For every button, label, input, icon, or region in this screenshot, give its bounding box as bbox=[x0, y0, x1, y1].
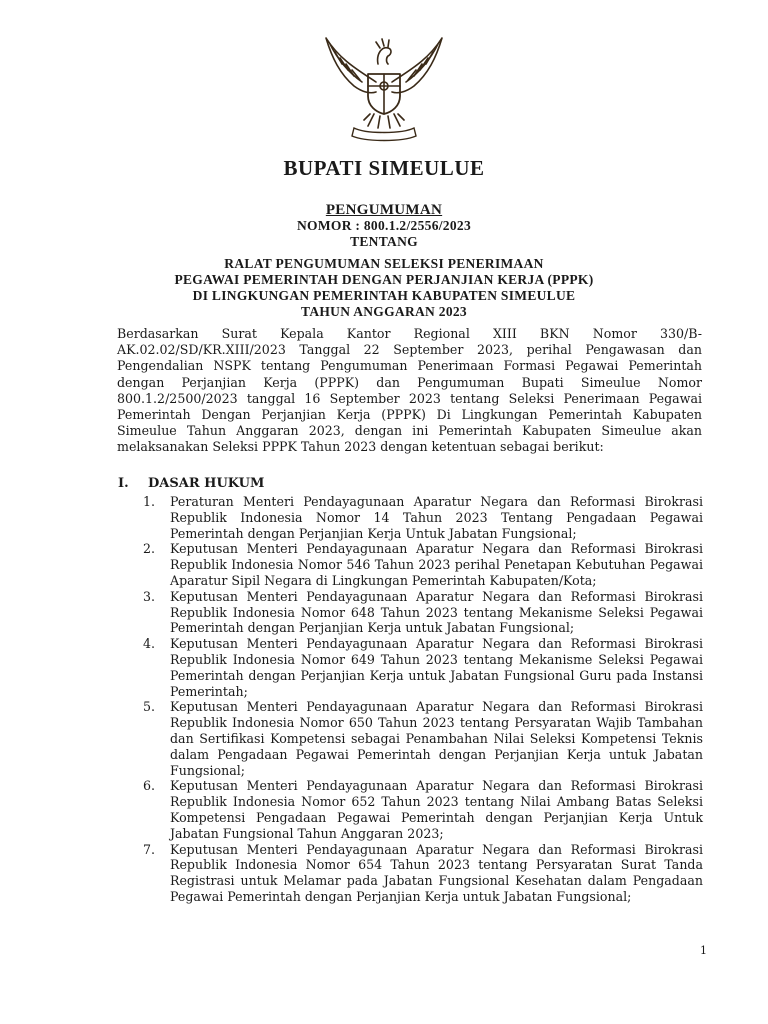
intro-paragraph: Berdasarkan Surat Kepala Kantor Regional XIII BKN Nomor 330/B-AK.02.02/SD/KR.XIII/2023 Tanggal 22 September 2023, perihal Pengawasan dan Pengendalian NSPK tentang Pengumuman Penerimaan Formasi Pegawai Pemerintah dengan Perjanjian Kerja (PPPK) dan Pengumuman Bupati Simeulue Nomor 800.1.2/2500/2023 tanggal 16 September 2023 tentang Seleksi Penerimaan Pegawai Pemerintah Dengan Perjanjian Kerja (PPPK) Di Lingkungan Pemerintah Kabupaten Simeulue Tahun Anggaran 2023, dengan ini Pemerintah Kabupaten Simeulue akan melaksanakan Seleksi PPPK Tahun 2023 dengan ketentuan sebagai berikut: bbox=[117, 326, 702, 455]
item-number: 1. bbox=[143, 494, 156, 509]
item-text: Keputusan Menteri Pendayagunaan Aparatur Negara dan Reformasi Birokrasi Republik Indonesia Nomor 650 Tahun 2023 tentang Persyaratan Wajib Tambahan dan Sertifikasi Kompetensi sebagai Penambahan Nilai Seleksi Kompetensi Teknis dalam Pengadaan Pegawai Pemerintah dengan Perjanjian Kerja untuk Jabatan Fungsional; bbox=[170, 699, 703, 778]
section-heading bbox=[118, 476, 264, 491]
item-text: Keputusan Menteri Pendayagunaan Aparatur Negara dan Reformasi Birokrasi Republik Indonesia Nomor 546 Tahun 2023 perihal Penetapan Kebutuhan Pegawai Aparatur Sipil Negara di Lingkungan Pemerintah Kabupaten/Kota; bbox=[170, 541, 703, 588]
announcement-about: TENTANG bbox=[350, 234, 418, 249]
list-item bbox=[143, 589, 703, 636]
announcement-heading bbox=[0, 202, 768, 320]
subject-line: TAHUN ANGGARAN 2023 bbox=[301, 304, 467, 319]
legal-basis-list bbox=[143, 494, 703, 905]
announcement-label: PENGUMUMAN bbox=[325, 202, 443, 218]
item-text: Keputusan Menteri Pendayagunaan Aparatur Negara dan Reformasi Birokrasi Republik Indonesia Nomor 649 Tahun 2023 tentang Mekanisme Seleksi Pegawai Pemerintah dengan Perjanjian Kerja untuk Jabatan Fungsional Guru pada Instansi Pemerintah; bbox=[170, 636, 703, 699]
subject-line: DI LINGKUNGAN PEMERINTAH KABUPATEN SIMEULUE bbox=[192, 288, 576, 303]
list-item bbox=[143, 699, 703, 778]
item-number: 5. bbox=[143, 699, 156, 715]
list-item bbox=[143, 494, 703, 541]
list-item bbox=[143, 541, 703, 588]
item-text: Keputusan Menteri Pendayagunaan Aparatur Negara dan Reformasi Birokrasi Republik Indonesia Nomor 648 Tahun 2023 tentang Mekanisme Seleksi Pegawai Pemerintah dengan Perjanjian Kerja untuk Jabatan Fungsional; bbox=[170, 588, 703, 636]
item-number: 6. bbox=[143, 778, 156, 794]
item-number: 3. bbox=[143, 588, 156, 604]
garuda-emblem-icon bbox=[318, 30, 450, 142]
item-number: 4. bbox=[143, 636, 156, 652]
list-item bbox=[143, 842, 703, 905]
section-number: I. bbox=[118, 476, 129, 491]
page-number: 1 bbox=[700, 944, 707, 957]
section-title: DASAR HUKUM bbox=[148, 476, 265, 491]
regent-title: BUPATI SIMEULUE bbox=[283, 156, 485, 180]
item-text: Peraturan Menteri Pendayagunaan Aparatur Negara dan Reformasi Birokrasi Republik Indonesia Nomor 14 Tahun 2023 Tentang Pengadaan Pegawai Pemerintah dengan Perjanjian Kerja Untuk Jabatan Fungsional; bbox=[170, 494, 703, 541]
list-item bbox=[143, 636, 703, 699]
subject-line: RALAT PENGUMUMAN SELEKSI PENERIMAAN bbox=[224, 256, 544, 271]
list-item bbox=[143, 778, 703, 841]
subject-line: PEGAWAI PEMERINTAH DENGAN PERJANJIAN KERJA (PPPK) bbox=[174, 272, 594, 287]
item-text: Keputusan Menteri Pendayagunaan Aparatur Negara dan Reformasi Birokrasi Republik Indonesia Nomor 652 Tahun 2023 tentang Nilai Ambang Batas Seleksi Kompetensi Pengadaan Pegawai Pemerintah dengan Perjanjian Kerja Untuk Jabatan Fungsional Tahun Anggaran 2023; bbox=[170, 778, 703, 841]
item-number: 2. bbox=[143, 541, 156, 557]
item-number: 7. bbox=[143, 841, 156, 857]
announcement-number: NOMOR : 800.1.2/2556/2023 bbox=[297, 218, 471, 233]
item-text: Keputusan Menteri Pendayagunaan Aparatur Negara dan Reformasi Birokrasi Republik Indonesia Nomor 654 Tahun 2023 tentang Persyaratan Surat Tanda Registrasi untuk Melamar pada Jabatan Fungsional Kesehatan dalam Pengadaan Pegawai Pemerintah dengan Perjanjian Kerja untuk Jabatan Fungsional; bbox=[170, 841, 703, 904]
